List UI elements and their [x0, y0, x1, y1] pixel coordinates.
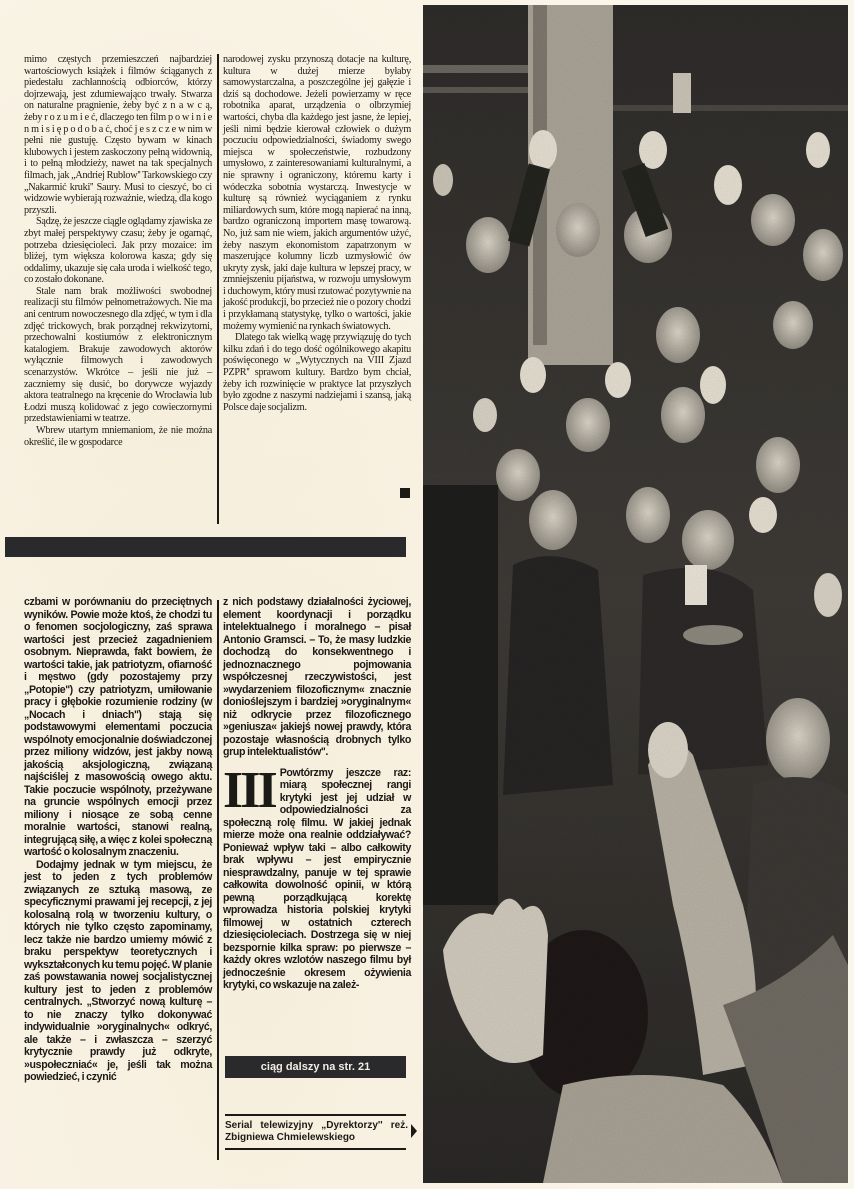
paragraph: mimo częstych przemieszczeń najbardziej wartościowych książek i filmów ściąganych z piedestału zachłannością odbiorców, którzy dojrzewają, jest zdumiewająco trwały. Stwarza on naturalne pragnienie, żeby być z n a w c ą, żeby r o z u m i e ć, dlaczego ten film p o w i n i e n m i s i ę p o d o b a ć, choć j e s z c z e w nim w pełni nie gustuję. Często bywam w kinach klubowych i jestem zaskoczony pełną widownią, i to pełną młodzieży, nawet na tak specjalnych filmach, jak „Andriej Rublow'' Tarkowskiego czy „Nakarmić kruki'' Saury. Musi to cieszyć, bo ci widzowie wybierają rozważnie, wiedzą, dla kogo przyszli. [24, 54, 212, 216]
paragraph: Stale nam brak możliwości swobodnej realizacji stu filmów pełnometrażowych. Nie ma ani centrum nowoczesnego dla zdjęć, w tym i dla zdjęć trickowych, brak porządnej rekwizytorni, przechowalni kostiumów z elektronicznym katalogiem. Brakuje zawodowych aktorów wyłącznie filmowych i zawodowych scenarzystów. Wkrótce – jeśli nie już – zaczniemy się dusić, bo dorywcze wyjazdy aktora teatralnego na kręcenie do Wrocławia lub Łodzi muszą kolidować z jego cowieczornymi przedstawieniami w teatrze. [24, 285, 212, 425]
article-column-upper-left [24, 54, 212, 530]
paragraph: Sądzę, że jeszcze ciągle oglądamy zjawiska ze zbyt małej perspektywy czasu; żeby je ogarnąć, potrzeba dziesięcioleci. Jak przy mozaice: im bliżej, tym większa kolorowa kasza; gdy się oddalimy, ukazuje się cała uroda i wielkość tego, co zostało dokonane. [24, 216, 212, 286]
paragraph: Dlatego tak wielką wagę przywiązuję do tych kilku zdań i do tego dość ogólnikowego akapitu poświęconego w „Wytycznych na VIII Zjazd PZPR'' sprawom kultury. Bardzo bym chciał, żeby ich rozwinięcie w praktyce lat przyszłych było zgodne z naszymi nadziejami i szansą, jaką Polsce daje socjalizm. [223, 332, 411, 413]
section-divider-bar [5, 537, 406, 557]
article-column-upper-right [223, 54, 411, 480]
paragraph: Wbrew utartym mniemaniom, że nie można określić, ile w gospodarce [24, 425, 212, 448]
column-rule [217, 54, 219, 524]
column-rule [217, 600, 219, 1160]
article-column-lower-right [223, 596, 411, 1048]
caption-rule [225, 1114, 406, 1116]
section-numeral-dropcap: III [223, 761, 275, 819]
photo-foreground-figure [423, 485, 498, 905]
paragraph: Dodajmy jednak w tym miejscu, że jest to jeden z tych problemów związanych ze sztuką masową, ze specyficznymi prawami jej recepcji, z jej kolosalną rolą w tworzeniu kultury, o których nie tylko często zapominamy, lecz także nie bardzo umiemy mówić z braku perspektyw teoretycznych i wykształconych ku temu pojęć. W planie zaś powstawania nowej socjalistycznej kultury jest to jeden z problemów centralnych. „Stworzyć nową kulturę – to nie znaczy tylko dokonywać indywidualnie »oryginalnych« odkryć, ale także – i zwłaszcza – szerzyć krytycznie prawdy już odkryte, »uspołeczniać« je, jeśli tak można powiedzieć, i czynić [24, 858, 212, 1083]
paragraph: Powtórzmy jeszcze raz: miarą społecznej rangi krytyki jest jej udział w odpowiedzialności za społeczną rolę filmu. W jakiej jednak mierze może ona realnie oddziaływać? Ponieważ wpływ taki – albo całkowity brak wpływu – jest empirycznie niesprawdzalny, panuje w tej sprawie całkowita dowolność opinii, w którą pewną porządkującą korektę wprowadza historia polskiej krytyki filmowej w ostatnich czterech dziesięcioleciach. Dostrzega się w niej bezspornie kilka spraw: po pierwsze – każdy okres wzlotów naszego filmu był jednocześnie okresem ożywienia krytyki, co wskazuje na zależ- [223, 766, 411, 991]
caption-rule [225, 1148, 406, 1150]
continued-on-page-box [225, 1056, 406, 1078]
section-three [223, 761, 411, 992]
continued-label: ciąg dalszy na str. 21 [260, 1061, 371, 1073]
end-of-article-mark [400, 488, 410, 498]
paragraph: narodowej zysku przynoszą dotacje na kulturę, kultura w dużej mierze byłaby samowystarczalna, a poszczególne jej gałęzie i dziś są dochodowe. Jeżeli powierzamy w ręce robotnika aparat, urządzenia o olbrzymiej wartości, chyba dla każdego jest jasne, że lepiej, jeśli nimi będzie kierował człowiek o dużym poczuciu odpowiedzialności, świadomy swego miejsca w społeczeństwie, rozbudzony umysłowo, z zainteresowaniami kulturalnymi, a nie sprawny i ograniczony, któremu karty i wódeczka sobotnia wystarczą. Inwestycje w kulturę są również wyciąganiem z rynku miliardowych sum, które mogą napierać na inną, bardzo ograniczoną importem masę towarową. No, już sam nie wiem, jakich argumentów użyć, żeby naszym ekonomistom zapatrzonym w maszerujące kolumny liczb uzmysłowić ów ukryty zysk, jaki daje kultura w lepszej pracy, w zmniejszeniu pijaństwa, w rozwoju umysłowym i duchowym, który musi rzutować pozytywnie na jakość produkcji, bo przecież nie o pozory chodzi i przykłamaną statystykę, tylko o wartości, jakie możemy wymienić na rynkach światowych. [223, 54, 411, 332]
caption-pointer-arrow-icon [411, 1124, 417, 1138]
photo-illustration [423, 5, 848, 1183]
paragraph: z nich podstawy działalności życiowej, element koordynacji i porządku intelektualnego i moralnego – pisał Antonio Gramsci. – To, że masy ludzkie dochodzą do konsekwentnego i jednoznacznego pojmowania współczesnej rzeczywistości, jest »wydarzeniem filozoficznym« znacznie donioślejszym i bardziej »oryginalnym« niż odkrycie przez filozoficznego »geniusza« jakiejś nowej prawdy, która pozostaje własnością drobnych tylko grup intelektualistów''. [223, 596, 411, 758]
paragraph: czbami w porównaniu do przeciętnych wyników. Powie może ktoś, że chodzi tu o fenomen socjologiczny, zaś sprawa wartości jest przecież zagadnieniem osobnym. Nieprawda, fakt bowiem, że wartości takie, jak patriotyzm, ofiarność i męstwo (gdy pozostajemy przy „Potopie'') czy patriotyzm, umiłowanie pracy i głębokie rozumienie rodziny (w „Nocach i dniach'') stają się podstawowymi elementami poczucia wspólnoty emocjonalnie doświadczonej przez miliony widzów, jest jakby nową jakością aksjologiczną, związaną najściślej z masowością owego aktu. Takie poczucie wspólnoty, przeżywane na gruncie wspólnych emocji przez miliony i niosące ze sobą cenne moralnie wartości, stanowi realną, integrującą siłę, a więc z kolei społeczną wartość o kolosalnym znaczeniu. [24, 596, 212, 858]
photograph-crowd-raising-hands [423, 5, 848, 1183]
photo-caption: Serial telewizyjny „Dyrektorzy'' reż. Zbigniewa Chmielewskiego [225, 1120, 408, 1143]
article-column-lower-left [24, 596, 212, 1176]
